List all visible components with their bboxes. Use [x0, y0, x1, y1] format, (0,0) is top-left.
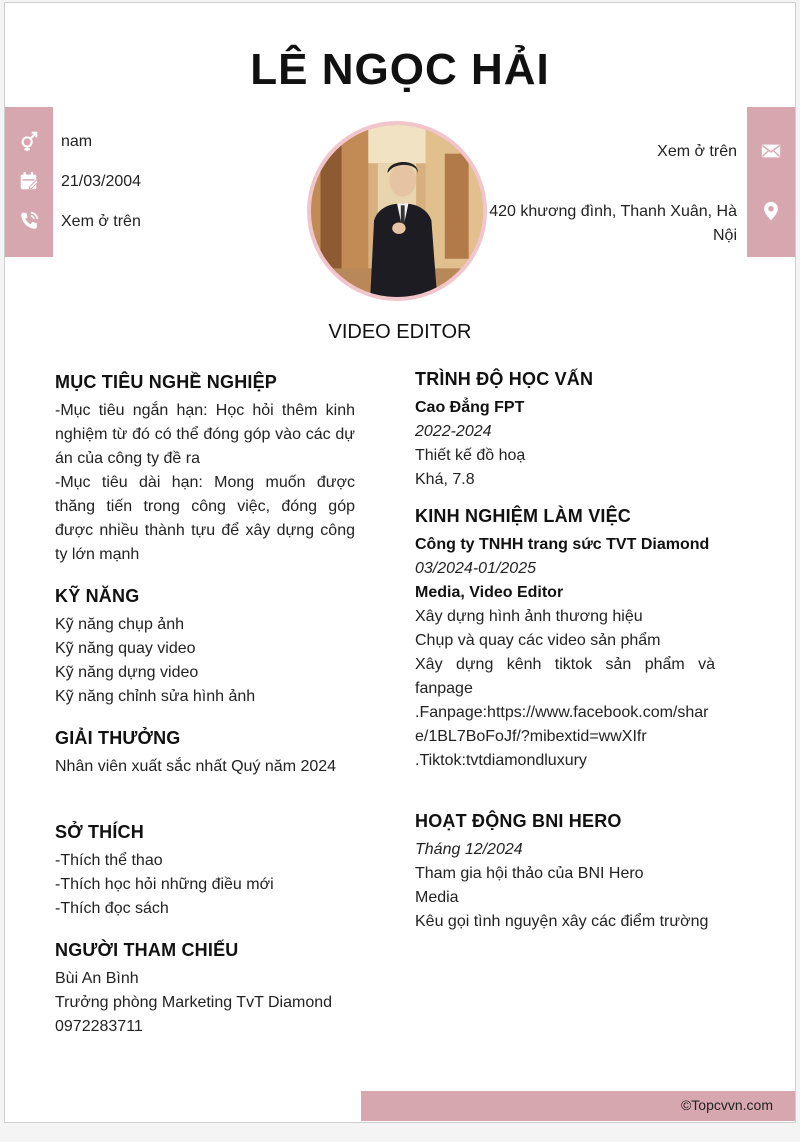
references-title: NGƯỜI THAM CHIẾU [55, 940, 239, 960]
email-text: Xem ở trên [657, 143, 737, 160]
activity-line: Media [415, 889, 459, 906]
gender-icon [5, 129, 53, 153]
activities-title: HOẠT ĐỘNG BNI HERO [415, 811, 622, 831]
skill-item: Kỹ năng quay video [55, 640, 196, 657]
reference-phone: 0972283711 [55, 1018, 143, 1035]
right-icon-bar [747, 107, 795, 257]
reference-name: Bùi An Bình [55, 970, 139, 987]
skills-title: KỸ NĂNG [55, 586, 140, 606]
education-major: Thiết kế đồ hoạ [415, 447, 526, 464]
activity-line: Tham gia hội thảo của BNI Hero [415, 865, 644, 882]
email-icon [747, 139, 795, 163]
education-school: Cao Đẳng FPT [415, 399, 525, 416]
footer-credit[interactable]: ©Topcvvn.com [680, 1097, 773, 1113]
experience-role: Media, Video Editor [415, 584, 564, 601]
experience-duty: Xây dựng kênh tiktok sản phẩm và fanpage [415, 656, 715, 697]
activity-line: Kêu gọi tình nguyện xây các điểm trường [415, 913, 709, 930]
experience-duty: Chụp và quay các video sản phẩm [415, 632, 661, 649]
phone-text: Xem ở trên [61, 213, 141, 230]
tiktok-handle: .Tiktok:tvtdiamondluxury [415, 752, 587, 769]
job-title: VIDEO EDITOR [328, 321, 472, 343]
objective-long-term: -Mục tiêu dài hạn: Mong muốn được thăng tiến trong công việc, đóng góp được nhiều thành tựu để xây dựng công ty lớn mạnh [55, 474, 355, 563]
hobby-item: -Thích học hỏi những điều mới [55, 876, 274, 893]
candidate-name: LÊ NGỌC HẢI [250, 45, 550, 94]
experience-period: 03/2024-01/2025 [415, 560, 536, 577]
calendar-icon [5, 169, 53, 193]
reference-position: Trưởng phòng Marketing TvT Diamond [55, 994, 333, 1011]
education-period: 2022-2024 [415, 423, 492, 440]
experience-duty: Xây dựng hình ảnh thương hiệu [415, 608, 643, 625]
avatar [307, 121, 487, 301]
location-pin-icon [747, 199, 795, 223]
cv-page [4, 2, 796, 1123]
experience-company: Công ty TNHH trang sức TVT Diamond [415, 536, 710, 553]
objective-title: MỤC TIÊU NGHỀ NGHIỆP [55, 372, 278, 392]
activities-period: Tháng 12/2024 [415, 841, 523, 858]
awards-title: GIẢI THƯỞNG [55, 728, 181, 748]
hobby-item: -Thích thể thao [55, 852, 163, 869]
hobby-item: -Thích đọc sách [55, 900, 169, 917]
skill-item: Kỹ năng chỉnh sửa hình ảnh [55, 688, 256, 705]
birthday-text: 21/03/2004 [61, 173, 142, 190]
fanpage-link[interactable]: .Fanpage:https://www.facebook.com/share/1BL7BoFoJf/?mibextid=wwXIfr [415, 704, 709, 745]
education-title: TRÌNH ĐỘ HỌC VẤN [415, 369, 594, 389]
address-text: 420 khương đình, Thanh Xuân, Hà Nội [489, 203, 737, 244]
left-icon-bar [5, 107, 53, 257]
objective-short-term: -Mục tiêu ngắn hạn: Học hỏi thêm kinh nghiệm từ đó có thể đóng góp vào các dự án của công ty đề ra [55, 402, 355, 467]
skill-item: Kỹ năng dựng video [55, 664, 199, 681]
hobbies-title: SỞ THÍCH [55, 822, 144, 842]
award-item: Nhân viên xuất sắc nhất Quý năm 2024 [55, 758, 337, 775]
phone-icon [5, 209, 53, 233]
footer-bar [361, 1091, 795, 1121]
skill-item: Kỹ năng chụp ảnh [55, 616, 184, 633]
experience-title: KINH NGHIỆM LÀM VIỆC [415, 506, 632, 526]
gender-text: nam [61, 133, 93, 150]
education-grade: Khá, 7.8 [415, 471, 475, 488]
